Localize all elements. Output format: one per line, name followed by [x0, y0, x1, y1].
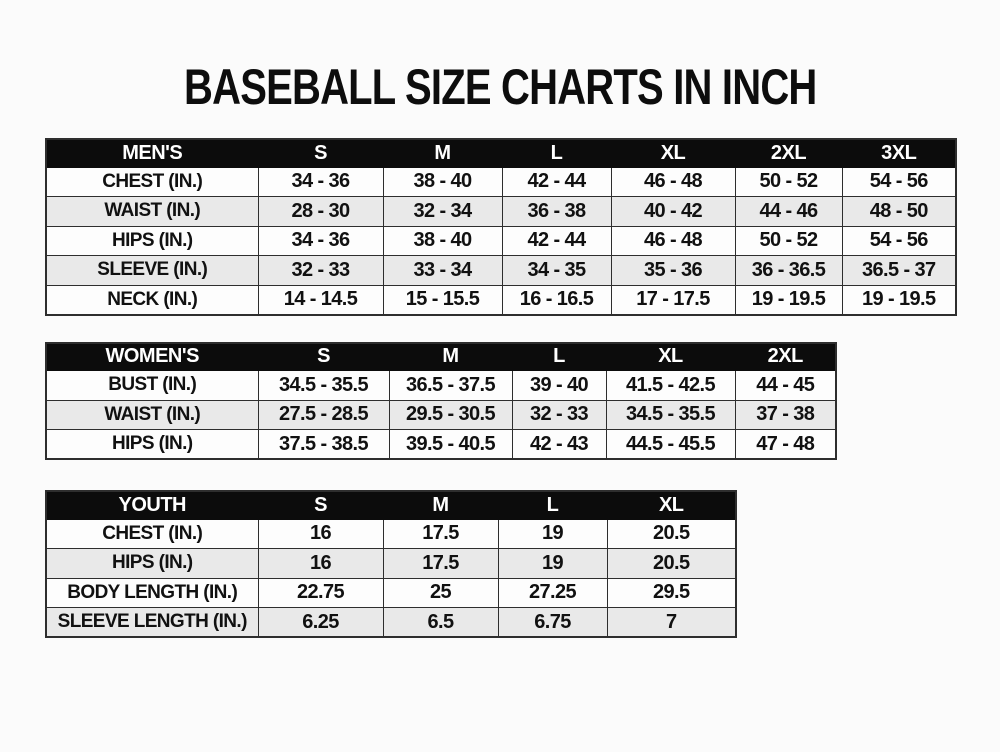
size-value: 20.5	[607, 549, 736, 579]
mens-size-table	[45, 138, 957, 316]
size-value: 17.5	[383, 519, 498, 549]
size-value: 34.5 - 35.5	[258, 371, 389, 401]
table-row	[46, 226, 956, 256]
size-value: 16 - 16.5	[502, 285, 611, 315]
size-value: 27.5 - 28.5	[258, 400, 389, 430]
size-value: 16	[258, 519, 383, 549]
size-value: 38 - 40	[383, 226, 502, 256]
size-value: 25	[383, 578, 498, 608]
size-value: 48 - 50	[842, 197, 956, 227]
size-value: 28 - 30	[258, 197, 383, 227]
measurement-label: HIPS (IN.)	[46, 549, 258, 579]
size-value: 36.5 - 37.5	[389, 371, 512, 401]
table-row	[46, 256, 956, 286]
size-column-header: XL	[606, 343, 735, 371]
size-column-header: XL	[611, 139, 735, 167]
measurement-label: SLEEVE LENGTH (IN.)	[46, 608, 258, 638]
size-value: 34 - 35	[502, 256, 611, 286]
size-value: 39 - 40	[512, 371, 606, 401]
size-value: 40 - 42	[611, 197, 735, 227]
size-column-header: S	[258, 491, 383, 519]
size-column-header: L	[502, 139, 611, 167]
size-value: 32 - 34	[383, 197, 502, 227]
size-value: 19 - 19.5	[735, 285, 842, 315]
size-value: 22.75	[258, 578, 383, 608]
size-value: 6.75	[498, 608, 607, 638]
size-column-header: M	[389, 343, 512, 371]
size-column-header: 2XL	[735, 139, 842, 167]
measurement-label: WAIST (IN.)	[46, 197, 258, 227]
size-column-header: L	[512, 343, 606, 371]
measurement-label: SLEEVE (IN.)	[46, 256, 258, 286]
size-column-header: M	[383, 139, 502, 167]
size-value: 38 - 40	[383, 167, 502, 197]
size-column-header: S	[258, 139, 383, 167]
size-value: 54 - 56	[842, 226, 956, 256]
measurement-label: CHEST (IN.)	[46, 519, 258, 549]
size-column-header: S	[258, 343, 389, 371]
size-value: 42 - 44	[502, 167, 611, 197]
size-value: 44.5 - 45.5	[606, 430, 735, 460]
size-value: 17.5	[383, 549, 498, 579]
size-value: 16	[258, 549, 383, 579]
size-value: 32 - 33	[512, 400, 606, 430]
group-header: MEN'S	[46, 139, 258, 167]
size-value: 37.5 - 38.5	[258, 430, 389, 460]
size-value: 34 - 36	[258, 226, 383, 256]
size-value: 15 - 15.5	[383, 285, 502, 315]
measurement-label: BUST (IN.)	[46, 371, 258, 401]
size-value: 42 - 44	[502, 226, 611, 256]
size-value: 44 - 46	[735, 197, 842, 227]
table-row	[46, 285, 956, 315]
measurement-label: WAIST (IN.)	[46, 400, 258, 430]
size-column-header: 3XL	[842, 139, 956, 167]
measurement-label: HIPS (IN.)	[46, 430, 258, 460]
size-value: 39.5 - 40.5	[389, 430, 512, 460]
size-value: 54 - 56	[842, 167, 956, 197]
table-row	[46, 371, 836, 401]
youth-size-table	[45, 490, 737, 638]
size-value: 41.5 - 42.5	[606, 371, 735, 401]
size-value: 37 - 38	[735, 400, 836, 430]
size-value: 35 - 36	[611, 256, 735, 286]
size-value: 33 - 34	[383, 256, 502, 286]
measurement-label: BODY LENGTH (IN.)	[46, 578, 258, 608]
size-value: 7	[607, 608, 736, 638]
size-value: 46 - 48	[611, 226, 735, 256]
size-value: 14 - 14.5	[258, 285, 383, 315]
size-value: 44 - 45	[735, 371, 836, 401]
size-value: 34 - 36	[258, 167, 383, 197]
womens-size-table	[45, 342, 837, 461]
size-value: 17 - 17.5	[611, 285, 735, 315]
size-value: 42 - 43	[512, 430, 606, 460]
table-row	[46, 197, 956, 227]
size-value: 27.25	[498, 578, 607, 608]
size-column-header: L	[498, 491, 607, 519]
size-column-header: 2XL	[735, 343, 836, 371]
size-value: 19	[498, 519, 607, 549]
measurement-label: NECK (IN.)	[46, 285, 258, 315]
size-value: 34.5 - 35.5	[606, 400, 735, 430]
size-value: 46 - 48	[611, 167, 735, 197]
table-row	[46, 549, 736, 579]
size-value: 50 - 52	[735, 167, 842, 197]
group-header: YOUTH	[46, 491, 258, 519]
table-header-row	[46, 491, 736, 519]
table-row	[46, 578, 736, 608]
size-value: 29.5	[607, 578, 736, 608]
table-row	[46, 608, 736, 638]
size-value: 47 - 48	[735, 430, 836, 460]
measurement-label: HIPS (IN.)	[46, 226, 258, 256]
size-value: 6.25	[258, 608, 383, 638]
size-column-header: XL	[607, 491, 736, 519]
size-value: 36.5 - 37	[842, 256, 956, 286]
measurement-label: CHEST (IN.)	[46, 167, 258, 197]
size-value: 20.5	[607, 519, 736, 549]
table-row	[46, 430, 836, 460]
size-value: 36 - 38	[502, 197, 611, 227]
size-value: 32 - 33	[258, 256, 383, 286]
size-value: 19 - 19.5	[842, 285, 956, 315]
size-value: 36 - 36.5	[735, 256, 842, 286]
table-row	[46, 400, 836, 430]
size-column-header: M	[383, 491, 498, 519]
group-header: WOMEN'S	[46, 343, 258, 371]
size-value: 19	[498, 549, 607, 579]
page-title-text: BASEBALL SIZE CHARTS IN INCH	[183, 59, 817, 115]
table-header-row	[46, 343, 836, 371]
size-value: 29.5 - 30.5	[389, 400, 512, 430]
table-header-row	[46, 139, 956, 167]
tables-container	[0, 138, 1000, 638]
size-value: 50 - 52	[735, 226, 842, 256]
size-value: 6.5	[383, 608, 498, 638]
table-row	[46, 519, 736, 549]
table-row	[46, 167, 956, 197]
page-title	[0, 0, 1000, 115]
